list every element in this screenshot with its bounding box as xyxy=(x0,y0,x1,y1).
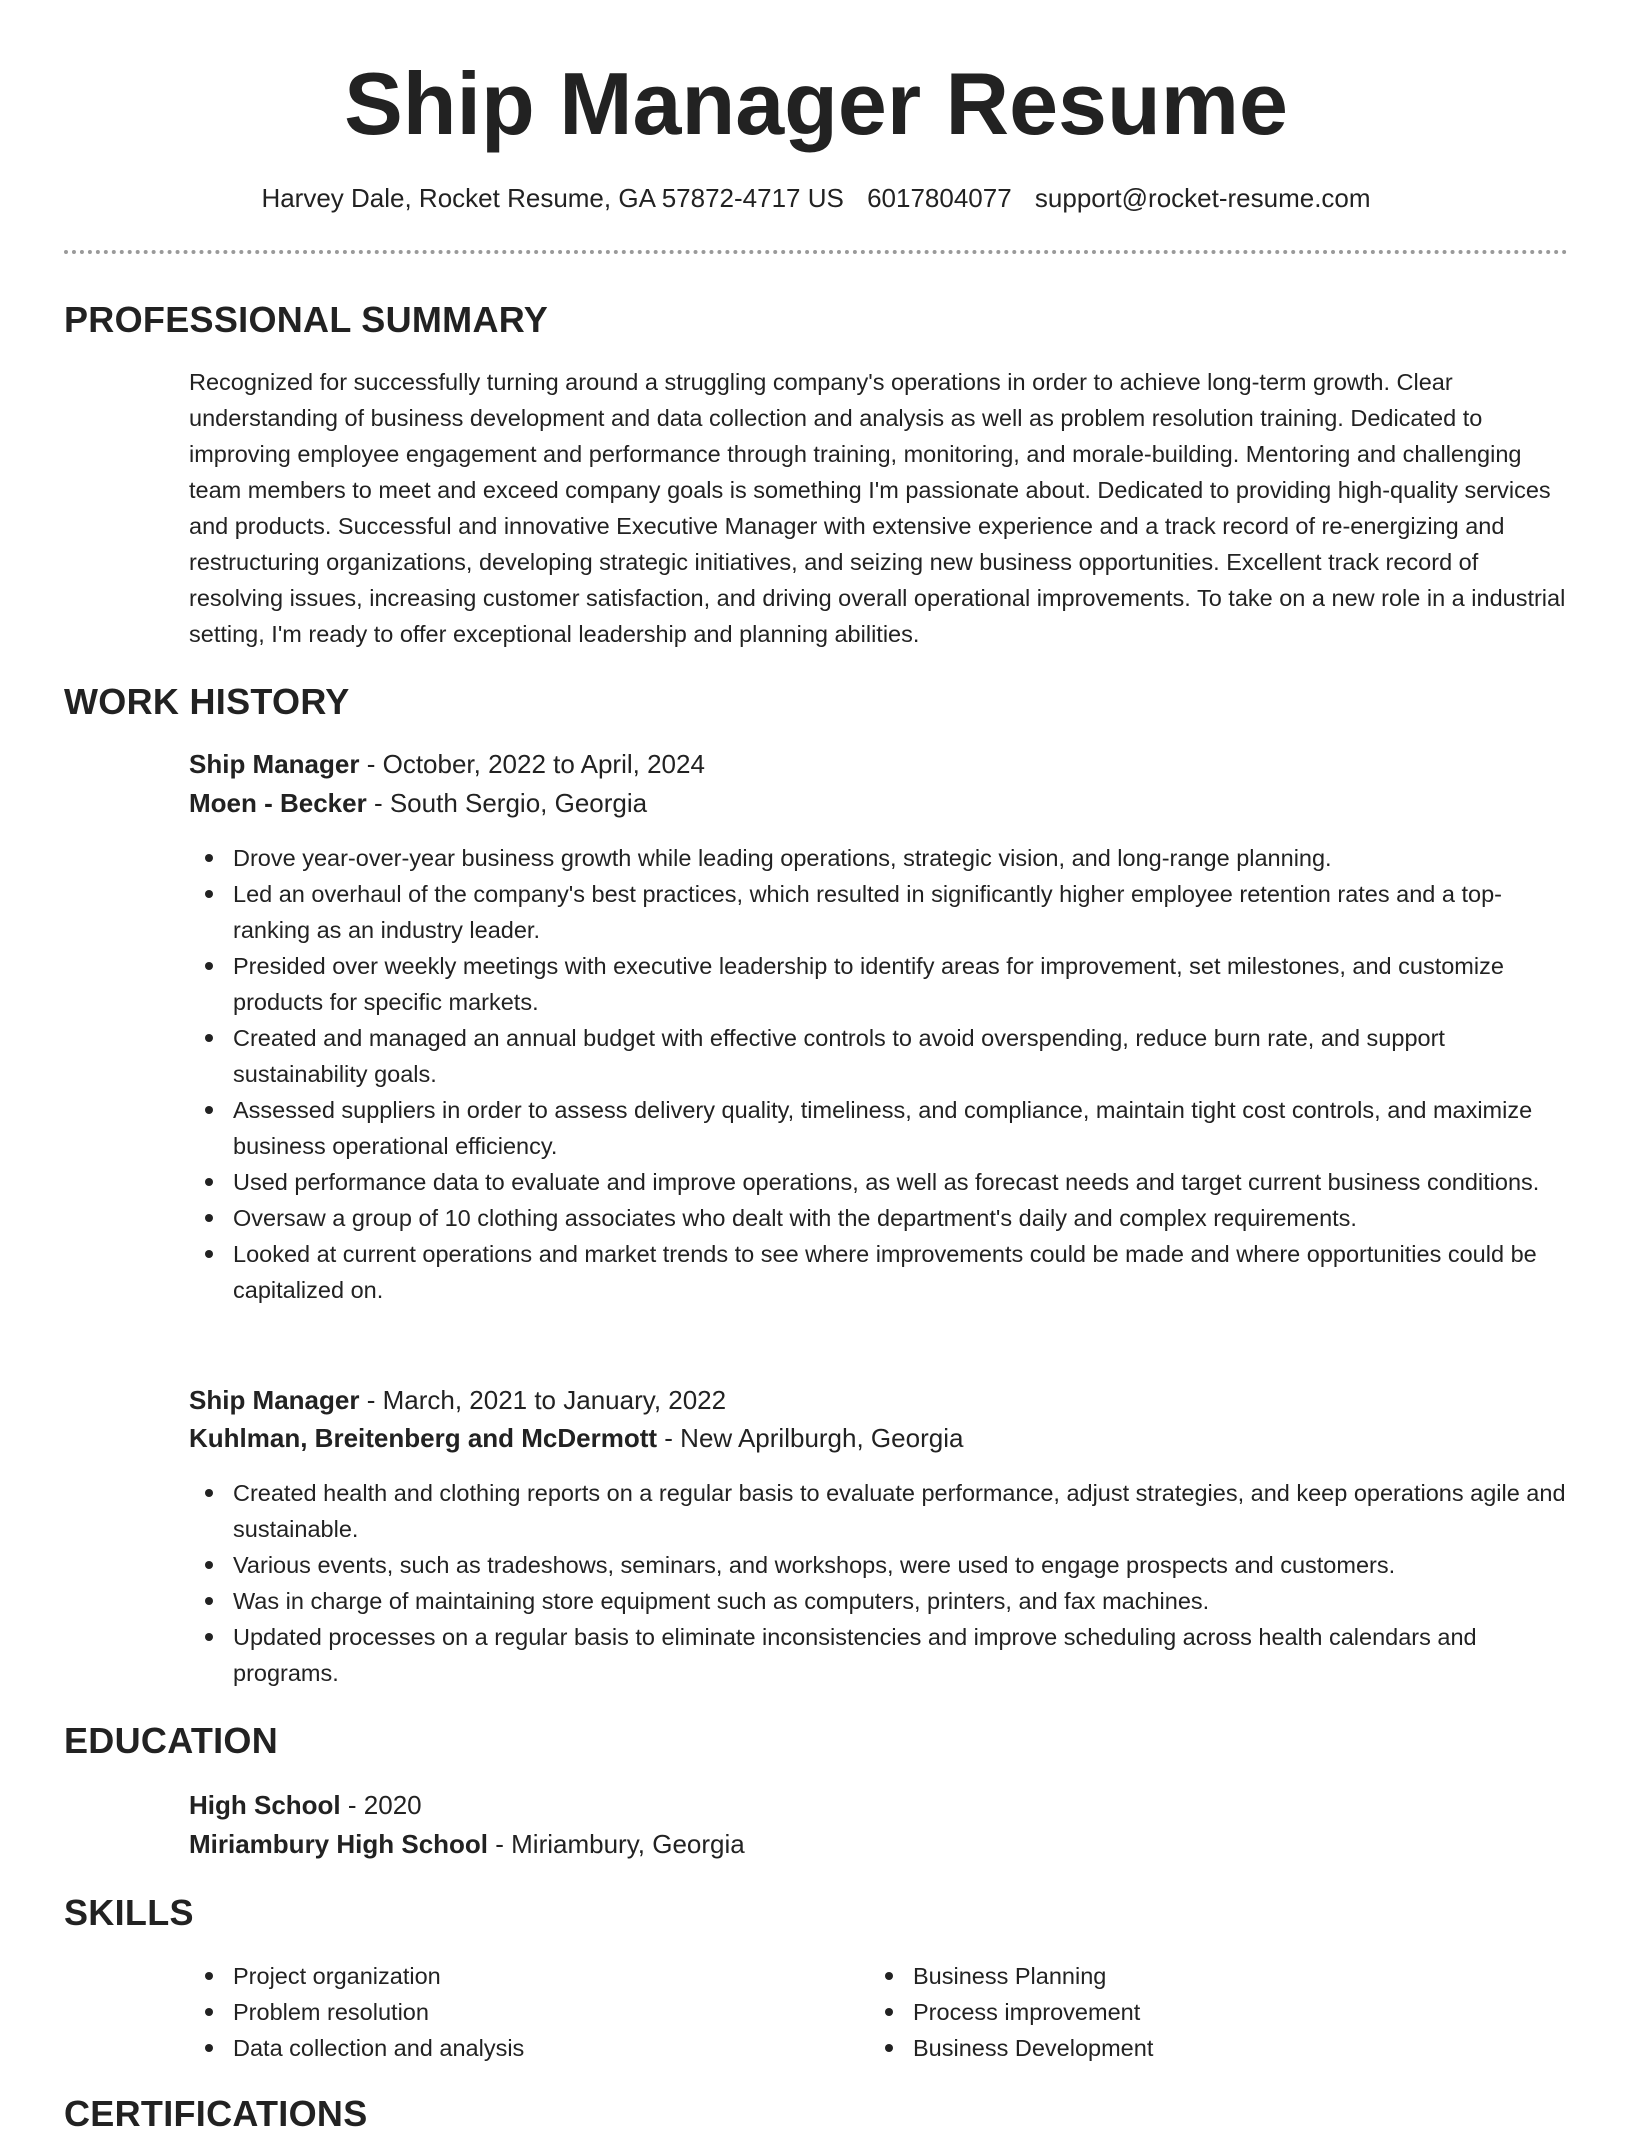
skills-list-right xyxy=(869,1958,1153,2066)
bullet-dot xyxy=(885,2008,893,2016)
list-item: Created and managed an annual budget with effective controls to avoid overspending, reduce burn rate, and support sustainability goals. xyxy=(189,1020,1569,1092)
list-item: Business Planning xyxy=(869,1958,1153,1994)
bullet-dot xyxy=(205,1597,213,1605)
list-item: Looked at current operations and market trends to see where improvements could be made and where opportunities could be capitalized on. xyxy=(189,1236,1569,1308)
education-degree: High School xyxy=(189,1790,341,1820)
bullet-dot xyxy=(205,1633,213,1641)
job-2-location: - New Aprilburgh, Georgia xyxy=(657,1423,964,1453)
list-item: Data collection and analysis xyxy=(189,2030,524,2066)
education-heading: EDUCATION xyxy=(64,1720,279,1761)
bullet-dot xyxy=(205,1250,213,1258)
bullet-dot xyxy=(205,1034,213,1042)
contact-line xyxy=(0,180,1632,216)
job-2-dates: - March, 2021 to January, 2022 xyxy=(359,1385,727,1415)
contact-phone: 6017804077 xyxy=(867,183,1012,213)
list-item: Process improvement xyxy=(869,1994,1153,2030)
bullet-dot xyxy=(205,890,213,898)
job-2-company-line xyxy=(189,1419,963,1457)
contact-address: Harvey Dale, Rocket Resume, GA 57872-4717 US xyxy=(261,183,844,213)
job-2-title: Ship Manager xyxy=(189,1385,360,1415)
job-2-company: Kuhlman, Breitenberg and McDermott xyxy=(189,1423,658,1453)
page-title: Ship Manager Resume xyxy=(344,54,1288,153)
bullet-dot xyxy=(885,2044,893,2052)
work-history-heading: WORK HISTORY xyxy=(64,681,350,722)
list-item: Drove year-over-year business growth while leading operations, strategic vision, and long-range planning. xyxy=(189,840,1569,876)
list-item: Project organization xyxy=(189,1958,524,1994)
list-item: Assessed suppliers in order to assess delivery quality, timeliness, and compliance, maintain tight cost controls, and maximize business operational efficiency. xyxy=(189,1092,1569,1164)
list-item: Business Development xyxy=(869,2030,1153,2066)
bullet-dot xyxy=(205,1214,213,1222)
education-year: - 2020 xyxy=(340,1790,422,1820)
summary-text: Recognized for successfully turning around a struggling company's operations in order to achieve long-term growth. Clear understanding of business development and data collection and analysis as well as problem resolution training. Dedicated to improving employee engagement and performance through training, monitoring, and morale-building. Mentoring and challenging team members to meet and exceed company goals is something I'm passionate about. Dedicated to providing high-quality services and products. Successful and innovative Executive Manager with extensive experience and a track record of re-energizing and restructuring organizations, developing strategic initiatives, and seizing new business opportunities. Excellent track record of resolving issues, increasing customer satisfaction, and driving overall operational improvements. To take on a new role in a industrial setting, I'm ready to offer exceptional leadership and planning abilities. xyxy=(189,369,1566,647)
contact-email[interactable]: support@rocket-resume.com xyxy=(1034,183,1371,213)
certifications-heading: CERTIFICATIONS xyxy=(64,2093,368,2134)
job-2-title-line xyxy=(189,1381,726,1419)
bullet-dot xyxy=(205,1489,213,1497)
summary-heading: PROFESSIONAL SUMMARY xyxy=(64,299,549,340)
list-item: Various events, such as tradeshows, seminars, and workshops, were used to engage prospects and customers. xyxy=(189,1547,1569,1583)
job-1-bullets xyxy=(189,840,1569,1308)
bullet-dot xyxy=(205,1106,213,1114)
bullet-dot xyxy=(205,854,213,862)
list-item: Oversaw a group of 10 clothing associates who dealt with the department's daily and complex requirements. xyxy=(189,1200,1569,1236)
bullet-dot xyxy=(205,962,213,970)
bullet-dot xyxy=(205,2008,213,2016)
bullet-dot xyxy=(205,2044,213,2052)
skills-heading: SKILLS xyxy=(64,1892,194,1933)
job-1-company: Moen - Becker xyxy=(189,788,367,818)
skills-list-left xyxy=(189,1958,524,2066)
job-1-dates: - October, 2022 to April, 2024 xyxy=(359,749,705,779)
job-1-company-line xyxy=(189,784,647,822)
education-school: Miriambury High School xyxy=(189,1829,489,1859)
job-1-title-line xyxy=(189,745,705,783)
list-item: Created health and clothing reports on a regular basis to evaluate performance, adjust strategies, and keep operations agile and sustainable. xyxy=(189,1475,1569,1547)
list-item: Problem resolution xyxy=(189,1994,524,2030)
bullet-dot xyxy=(205,1561,213,1569)
list-item: Updated processes on a regular basis to eliminate inconsistencies and improve scheduling across health calendars and programs. xyxy=(189,1619,1569,1691)
list-item: Presided over weekly meetings with executive leadership to identify areas for improvement, set milestones, and customize products for specific markets. xyxy=(189,948,1569,1020)
list-item: Led an overhaul of the company's best practices, which resulted in significantly higher employee retention rates and a top-ranking as an industry leader. xyxy=(189,876,1569,948)
list-item: Was in charge of maintaining store equipment such as computers, printers, and fax machines. xyxy=(189,1583,1569,1619)
bullet-dot xyxy=(205,1972,213,1980)
education-school-line xyxy=(189,1825,745,1863)
bullet-dot xyxy=(205,1178,213,1186)
list-item: Used performance data to evaluate and improve operations, as well as forecast needs and target current business conditions. xyxy=(189,1164,1569,1200)
education-location: - Miriambury, Georgia xyxy=(488,1829,745,1859)
bullet-dot xyxy=(885,1972,893,1980)
job-1-title: Ship Manager xyxy=(189,749,360,779)
education-degree-line xyxy=(189,1786,422,1824)
job-2-bullets xyxy=(189,1475,1569,1691)
header-divider xyxy=(64,250,1568,254)
job-1-location: - South Sergio, Georgia xyxy=(366,788,648,818)
